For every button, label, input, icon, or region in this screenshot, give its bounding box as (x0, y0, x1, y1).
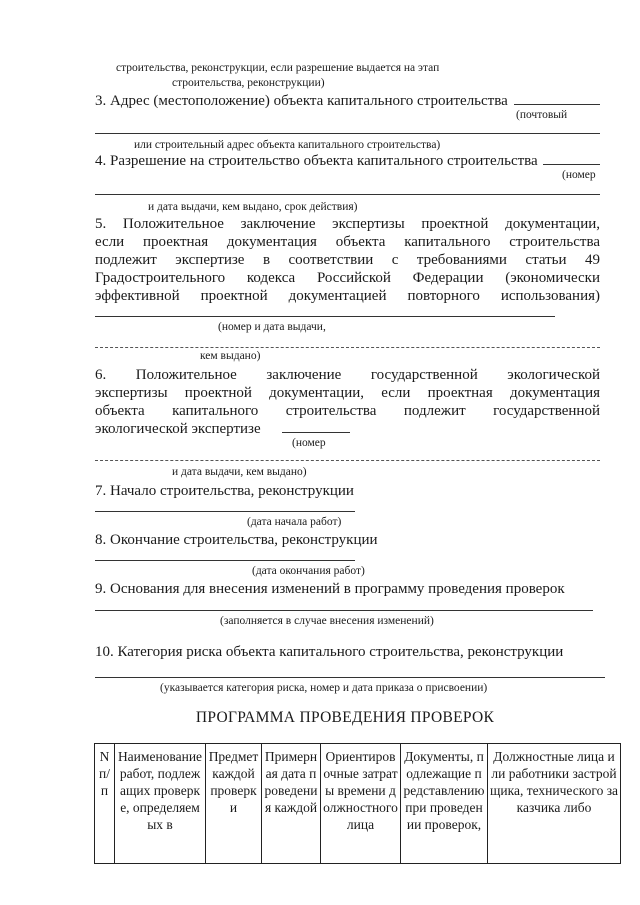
item-9-fill-line (95, 610, 593, 611)
item-7-label: 7. Начало строительства, реконструкции (95, 483, 354, 499)
item-6-hint-2: и дата выдачи, кем выдано) (172, 466, 307, 478)
item-4-hint-1: (номер (562, 169, 596, 181)
continuation-line-1: строительства, реконструкции, если разрешение выдается на этап (116, 62, 440, 74)
item-5-fill-line (95, 316, 555, 317)
item-4-label: 4. Разрешение на строительство объекта капитального строительства (95, 153, 538, 169)
table-header-row (95, 744, 621, 864)
col-header-number: N п/ п (95, 744, 115, 864)
item-10-hint: (указывается категория риска, номер и дата приказа о присвоении) (160, 682, 488, 694)
item-6-line-3: объекта капитального строительства подлежит государственной (95, 403, 600, 419)
item-8-fill-line (95, 560, 355, 561)
item-5-fill-line-2 (95, 347, 600, 348)
item-6-line-1: 6. Положительное заключение государственной экологической (95, 367, 600, 383)
item-3-hint-2: или строительный адрес объекта капитального строительства) (134, 139, 441, 151)
item-3-hint-1: (почтовый (516, 109, 568, 121)
item-3-fill-line-2 (95, 133, 600, 134)
col-header-subject: Предмет каждой проверки (206, 744, 262, 864)
item-10-label: 10. Категория риска объекта капитального строительства, реконструкции (95, 644, 564, 660)
col-header-date: Примерная дата проведения каждой (262, 744, 321, 864)
item-4-fill-line-2 (95, 194, 600, 195)
item-5-line-2: если проектная документация объекта капитального строительства (95, 234, 600, 250)
item-6-fill-line (282, 432, 350, 433)
item-7-hint: (дата начала работ) (247, 516, 342, 528)
item-5-hint-2: кем выдано) (200, 350, 261, 362)
item-5-hint-1: (номер и дата выдачи, (218, 321, 326, 333)
item-6-line-4: экологической экспертизе (95, 421, 261, 437)
item-9-label: 9. Основания для внесения изменений в программу проведения проверок (95, 581, 565, 597)
col-header-officials: Должностные лица или работники застройщика, технического заказчика либо (488, 744, 621, 864)
col-header-time-cost: Ориентировочные затраты времени должностного лица (321, 744, 401, 864)
item-7-fill-line (95, 511, 355, 512)
item-5-line-3: подлежит экспертизе в соответствии с требованиями статьи 49 (95, 252, 600, 268)
item-10-fill-line (95, 677, 605, 678)
item-9-hint: (заполняется в случае внесения изменений) (220, 615, 434, 627)
item-5-line-4: Градостроительного кодекса Российской Федерации (экономически (95, 270, 600, 286)
program-table (94, 743, 621, 864)
col-header-documents: Документы, подлежащие представлению при проведении проверок, (401, 744, 488, 864)
continuation-line-2: строительства, реконструкции) (172, 77, 325, 89)
program-title: ПРОГРАММА ПРОВЕДЕНИЯ ПРОВЕРОК (195, 709, 495, 726)
item-6-hint-1: (номер (292, 437, 326, 449)
item-6-fill-line-2 (95, 460, 600, 461)
item-5-line-5: эффективной проектной документацией повторного использования) (95, 288, 600, 304)
item-6-line-2: экспертизы проектной документации, если проектная документация (95, 385, 600, 401)
item-4-hint-2: и дата выдачи, кем выдано, срок действия) (148, 201, 358, 213)
item-8-label: 8. Окончание строительства, реконструкции (95, 532, 378, 548)
item-3-fill-line (514, 104, 600, 105)
col-header-work-name: Наименование работ, подлежащих проверке, определяемых в (115, 744, 206, 864)
item-4-fill-line (543, 164, 600, 165)
item-8-hint: (дата окончания работ) (252, 565, 365, 577)
item-3-label: 3. Адрес (местоположение) объекта капитального строительства (95, 93, 508, 109)
item-5-line-1: 5. Положительное заключение экспертизы проектной документации, (95, 216, 600, 232)
